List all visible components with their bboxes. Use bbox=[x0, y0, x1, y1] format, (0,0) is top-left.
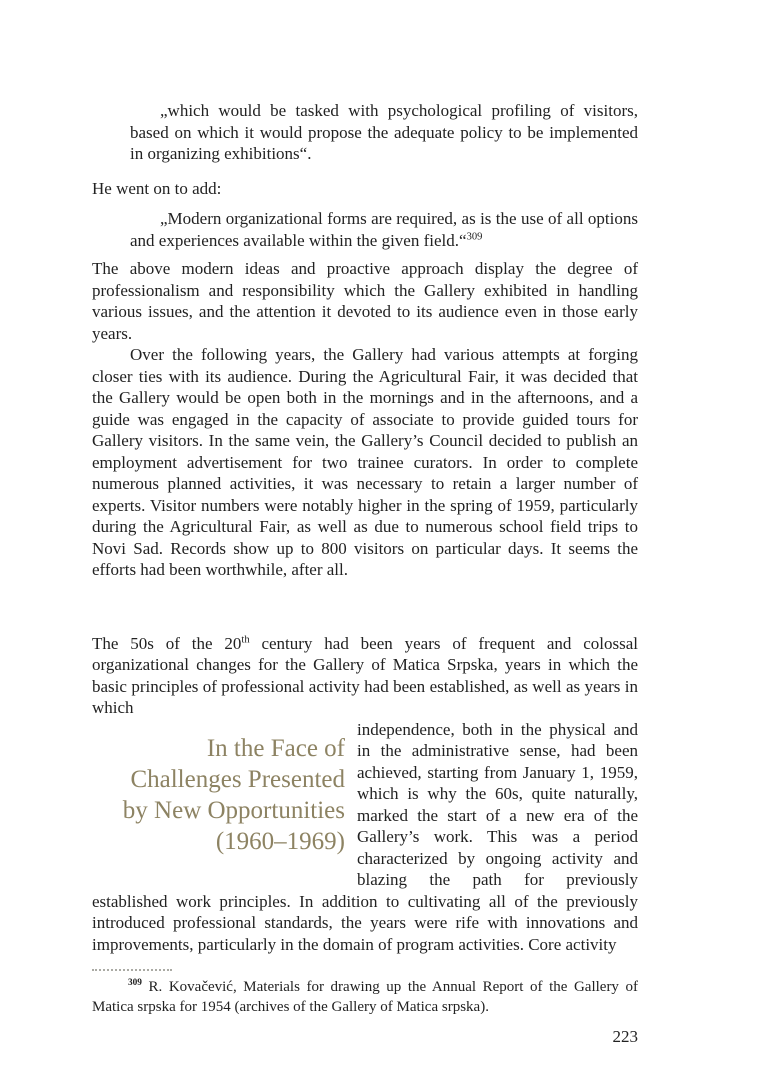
section-body-paragraph: independence, both in the physical and in the administrative sense, had been achieved, starting from January 1, 1959, which is why the 60s, quite naturally, marked the start of a new era of the Gallery’s work. This was a period characterized by ongoing activity and blazing the path for previously established work principles. In addition to cultivating all of the previously introduced professional standards, the years were rife with innovations and improvements, particularly in the domain of program activities. Core activity bbox=[92, 719, 638, 954]
lead-in-line: He went on to add: bbox=[92, 178, 222, 198]
footnote-marker: 309 bbox=[128, 978, 142, 988]
footnote-text: R. Kovačević, Materials for drawing up the Annual Report of the Gallery of Matica srpska for 1954 (archives of the Gallery of Matica srpska). bbox=[92, 979, 638, 1015]
paragraph-modern-ideas: The above modern ideas and proactive approach display the degree of professionalism and responsibility which the Gallery exhibited in handling various issues, and the attention it devoted to its audience even in those early years. bbox=[92, 259, 638, 343]
page-number: 223 bbox=[612, 1027, 638, 1046]
chapter-heading-line: (1960–1969) bbox=[215, 827, 345, 855]
chapter-section bbox=[92, 633, 638, 956]
paragraph-following-years: Over the following years, the Gallery had various attempts at forging closer ties with its audience. During the Agricultural Fair, it was decided that the Gallery would be open both in the mornings and in the afternoons, and a guide was engaged in the capacity of associate to provide guided tours for Gallery visitors. In the same vein, the Gallery’s Council decided to publish an employment advertisement for two trainee curators. In order to complete numerous planned activities, it was necessary to retain a larger number of experts. Visitor numbers were notably higher in the spring of 1959, particularly during the Agricultural Fair, as well as due to numerous school field trips to Novi Sad. Records show up to 800 visitors on particular days. It seems the efforts had been worthwhile, after all. bbox=[92, 345, 638, 579]
ordinal-superscript: th bbox=[241, 633, 250, 645]
chapter-heading bbox=[92, 719, 345, 857]
blockquote-psychological-profiling: „which would be tasked with psychological profiling of visitors, based on which it would propose the adequate policy to be implemented in organizing exhibitions“. bbox=[130, 101, 638, 163]
blockquote-modern-forms-text: „Modern organizational forms are required, as is the use of all options and experiences available within the given field.“ bbox=[130, 209, 638, 250]
chapter-heading-line: by New Opportunities bbox=[122, 796, 345, 824]
blockquote-modern-forms bbox=[130, 208, 638, 251]
section-intro-text-rest: century had been years of frequent and colossal organizational changes for the Gallery of Matica Srpska, years in which the basic principles of professional activity had been established, as well as years in which bbox=[92, 633, 638, 717]
text-column bbox=[92, 100, 638, 1048]
footnote-separator bbox=[92, 969, 172, 971]
section-intro-paragraph bbox=[92, 633, 638, 719]
footnote-reference-309: 309 bbox=[466, 230, 483, 242]
footnote-area bbox=[92, 969, 638, 1017]
chapter-heading-line: Challenges Presented bbox=[130, 765, 345, 793]
chapter-heading-line: In the Face of bbox=[206, 734, 345, 762]
section-intro-text-start: The 50s of the 20 bbox=[92, 633, 242, 653]
footnote-309 bbox=[92, 978, 638, 1017]
